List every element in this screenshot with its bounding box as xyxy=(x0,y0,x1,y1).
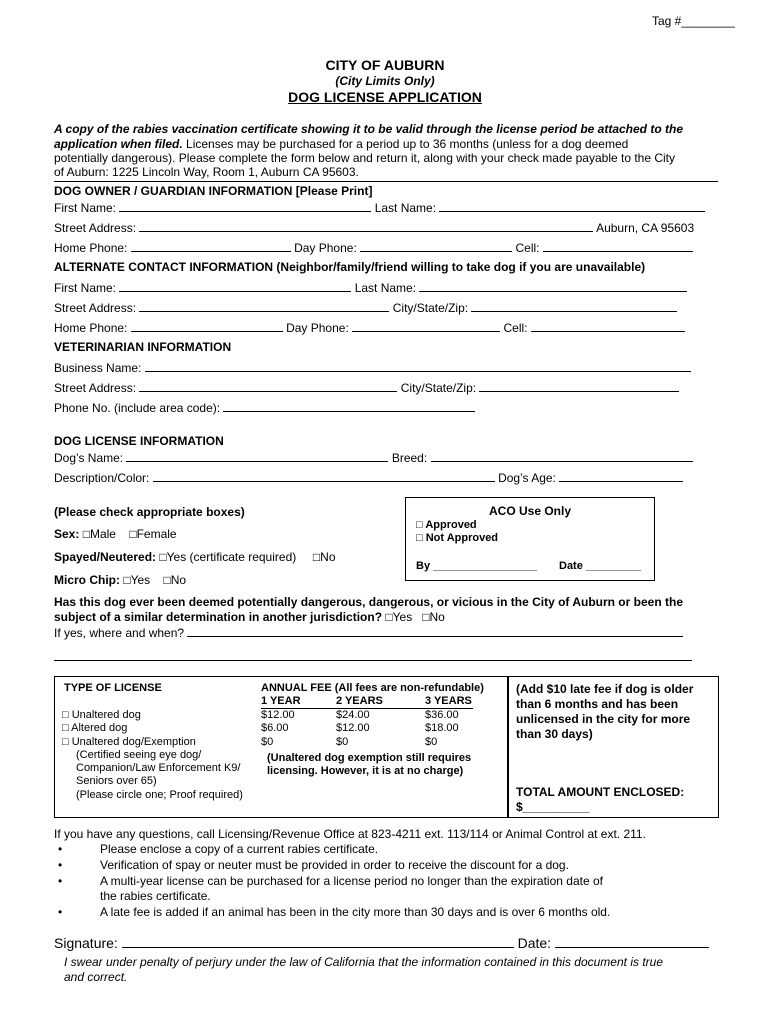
vet-city-field[interactable] xyxy=(479,380,679,392)
note-bullet: A late fee is added if an animal has been in the city more than 30 days and is over 6 months old. xyxy=(100,905,611,919)
page-title: DOG LICENSE APPLICATION xyxy=(288,89,482,105)
vet-phone-field[interactable] xyxy=(223,400,475,412)
owner-street-row: Street Address: Auburn, CA 95603 xyxy=(54,221,695,235)
owner-day-phone-field[interactable] xyxy=(360,240,512,252)
fee-col-3-years: 3 YEARS xyxy=(425,695,472,707)
alternate-street-field[interactable] xyxy=(139,300,389,312)
dangerous-where-row: If yes, where and when? xyxy=(54,625,683,640)
date-field[interactable] xyxy=(555,934,709,948)
city-title: CITY OF AUBURN xyxy=(325,57,445,73)
aco-by[interactable]: By _________________ xyxy=(416,560,538,572)
chip-yes-checkbox[interactable]: □ xyxy=(123,573,131,587)
owner-last-name-field[interactable] xyxy=(439,200,705,212)
late-fee-note: unlicensed in the city for more xyxy=(516,712,691,726)
aco-title: ACO Use Only xyxy=(488,504,572,518)
aco-date[interactable]: Date _________ xyxy=(559,560,641,572)
intro-line-1: A copy of the rabies vaccination certificate showing it to be valid through the license period be attached to the xyxy=(54,122,683,136)
owner-first-name-field[interactable] xyxy=(119,200,371,212)
city-limits-note: (City Limits Only) xyxy=(335,74,435,88)
unaltered-checkbox[interactable]: □ xyxy=(62,709,69,721)
exemption-note: (Please circle one; Proof required) xyxy=(76,789,243,801)
dog-heading: DOG LICENSE INFORMATION xyxy=(54,434,224,448)
bullet-icon: • xyxy=(58,858,63,872)
late-fee-note: (Add $10 late fee if dog is older xyxy=(516,682,694,696)
fee-cell: $12.00 xyxy=(261,709,295,721)
vet-business-field[interactable] xyxy=(145,360,691,372)
spayed-yes-checkbox[interactable]: □ xyxy=(159,550,167,564)
vet-street-field[interactable] xyxy=(139,380,397,392)
bullet-icon: • xyxy=(58,842,63,856)
fee-cell: $0 xyxy=(425,736,438,748)
note-bullet-continued: the rabies certificate. xyxy=(100,889,211,903)
note-bullet: A multi-year license can be purchased for a license period no longer than the expiration date of xyxy=(100,874,603,888)
microchip-row: Micro Chip: □Yes □No xyxy=(54,573,187,587)
dog-breed-field[interactable] xyxy=(431,450,693,462)
license-type-unaltered: □ Unaltered dog xyxy=(62,709,141,721)
oath-line-2: and correct. xyxy=(64,970,128,984)
dog-description-field[interactable] xyxy=(153,470,495,482)
vet-street-row: Street Address: City/State/Zip: xyxy=(54,380,679,395)
vet-heading: VETERINARIAN INFORMATION xyxy=(54,340,232,354)
dangerous-line-1: Has this dog ever been deemed potentially dangerous, dangerous, or vicious in the City of Auburn or been the xyxy=(54,595,683,609)
spayed-no-checkbox[interactable]: □ xyxy=(312,550,321,564)
dangerous-extra-line[interactable] xyxy=(54,660,692,661)
dog-name-row: Dog’s Name: Breed: xyxy=(54,450,693,465)
dangerous-yes-checkbox[interactable]: □ xyxy=(385,610,393,624)
tag-number[interactable]: Tag #________ xyxy=(652,14,735,28)
note-bullet: Verification of spay or neuter must be provided in order to receive the discount for a dog. xyxy=(100,858,569,872)
fee-cell: $0 xyxy=(336,736,349,748)
fee-cell: $24.00 xyxy=(336,709,370,721)
aco-not-approved-checkbox[interactable]: □ xyxy=(416,532,423,544)
questions-note: If you have any questions, call Licensing/Revenue Office at 823-4211 ext. 113/114 or Animal Control at ext. 211. xyxy=(54,827,646,841)
late-fee-note: than 6 months and has been xyxy=(516,697,679,711)
fee-cell: $0 xyxy=(261,736,274,748)
alternate-first-name-field[interactable] xyxy=(119,280,351,292)
fee-col-1-year: 1 YEAR xyxy=(261,695,301,707)
altered-checkbox[interactable]: □ xyxy=(62,722,69,734)
dog-age-field[interactable] xyxy=(559,470,683,482)
exemption-note: (Certified seeing eye dog/ xyxy=(76,749,202,761)
alternate-day-phone-field[interactable] xyxy=(352,320,500,332)
alternate-phone-row: Home Phone: Day Phone: Cell: xyxy=(54,320,685,335)
owner-home-phone-field[interactable] xyxy=(131,240,291,252)
license-type-exemption: □ Unaltered dog/Exemption xyxy=(62,736,196,748)
alternate-city-field[interactable] xyxy=(471,300,677,312)
signature-field[interactable] xyxy=(122,934,514,948)
exemption-note: Seniors over 65) xyxy=(76,775,157,787)
fee-cell: $12.00 xyxy=(336,722,370,734)
fee-cell: $36.00 xyxy=(425,709,459,721)
owner-heading: DOG OWNER / GUARDIAN INFORMATION [Please Print] xyxy=(54,184,373,198)
exemption-fee-note-2: licensing. However, it is at no charge) xyxy=(267,765,464,777)
total-amount-label: TOTAL AMOUNT ENCLOSED: xyxy=(516,785,685,799)
signature-row: Signature: Date: xyxy=(54,934,709,951)
intro-line-3: potentially dangerous). Please complete the form below and return it, along with your check made payable to the City xyxy=(54,151,676,165)
dangerous-line-2: subject of a similar determination in another jurisdiction? □Yes □No xyxy=(54,610,445,624)
alternate-name-row: First Name: Last Name: xyxy=(54,280,687,295)
dangerous-where-field[interactable] xyxy=(187,625,683,637)
sex-row: Sex: □Male □Female xyxy=(54,527,177,541)
owner-phone-row: Home Phone: Day Phone: Cell: xyxy=(54,240,693,255)
bullet-icon: • xyxy=(58,905,63,919)
license-type-heading: TYPE OF LICENSE xyxy=(64,682,162,694)
vet-phone-row: Phone No. (include area code): xyxy=(54,400,475,415)
fee-cell: $6.00 xyxy=(261,722,289,734)
bullet-icon: • xyxy=(58,874,63,888)
intro-line-4: of Auburn: 1225 Lincoln Way, Room 1, Auburn CA 95603. xyxy=(54,165,359,179)
alternate-street-row: Street Address: City/State/Zip: xyxy=(54,300,677,315)
spayed-row: Spayed/Neutered: □Yes (certificate required) □No xyxy=(54,550,336,564)
check-boxes-note: (Please check appropriate boxes) xyxy=(54,505,245,519)
oath-line-1: I swear under penalty of perjury under the law of California that the information contained in this document is true xyxy=(64,955,663,969)
fee-cell: $18.00 xyxy=(425,722,459,734)
owner-cell-field[interactable] xyxy=(543,240,693,252)
exemption-checkbox[interactable]: □ xyxy=(62,736,69,748)
alternate-home-phone-field[interactable] xyxy=(131,320,283,332)
annual-fee-heading: ANNUAL FEE (All fees are non-refundable) xyxy=(261,682,484,694)
alternate-cell-field[interactable] xyxy=(531,320,685,332)
aco-not-approved: □ Not Approved xyxy=(416,532,499,544)
license-type-altered: □ Altered dog xyxy=(62,722,128,734)
chip-no-checkbox[interactable]: □ xyxy=(163,573,171,587)
vet-business-row: Business Name: xyxy=(54,360,691,375)
aco-use-box xyxy=(405,497,655,581)
dog-name-field[interactable] xyxy=(126,450,388,462)
male-checkbox[interactable]: □ xyxy=(82,527,90,541)
owner-name-row: First Name: Last Name: xyxy=(54,200,705,215)
fee-col-2-years: 2 YEARS xyxy=(336,695,383,707)
exemption-note: Companion/Law Enforcement K9/ xyxy=(76,762,241,774)
exemption-fee-note-1: (Unaltered dog exemption still requires xyxy=(267,752,472,764)
note-bullet: Please enclose a copy of a current rabies certificate. xyxy=(100,842,379,856)
dog-description-row: Description/Color: Dog’s Age: xyxy=(54,470,683,485)
aco-approved: □ Approved xyxy=(416,519,477,531)
late-fee-note: than 30 days) xyxy=(516,727,593,741)
section-divider xyxy=(54,181,718,182)
alternate-last-name-field[interactable] xyxy=(419,280,687,292)
intro-line-2: application when filed. Licenses may be purchased for a period up to 36 months (unless for a dog deemed xyxy=(54,137,629,151)
owner-street-field[interactable] xyxy=(139,220,593,232)
dangerous-no-checkbox[interactable]: □ xyxy=(422,610,430,624)
aco-approved-checkbox[interactable]: □ xyxy=(416,519,423,531)
total-amount-field[interactable]: $__________ xyxy=(516,800,590,814)
female-checkbox[interactable]: □ xyxy=(129,527,137,541)
alternate-heading: ALTERNATE CONTACT INFORMATION (Neighbor/family/friend willing to take dog if you are unavailable) xyxy=(54,260,646,274)
